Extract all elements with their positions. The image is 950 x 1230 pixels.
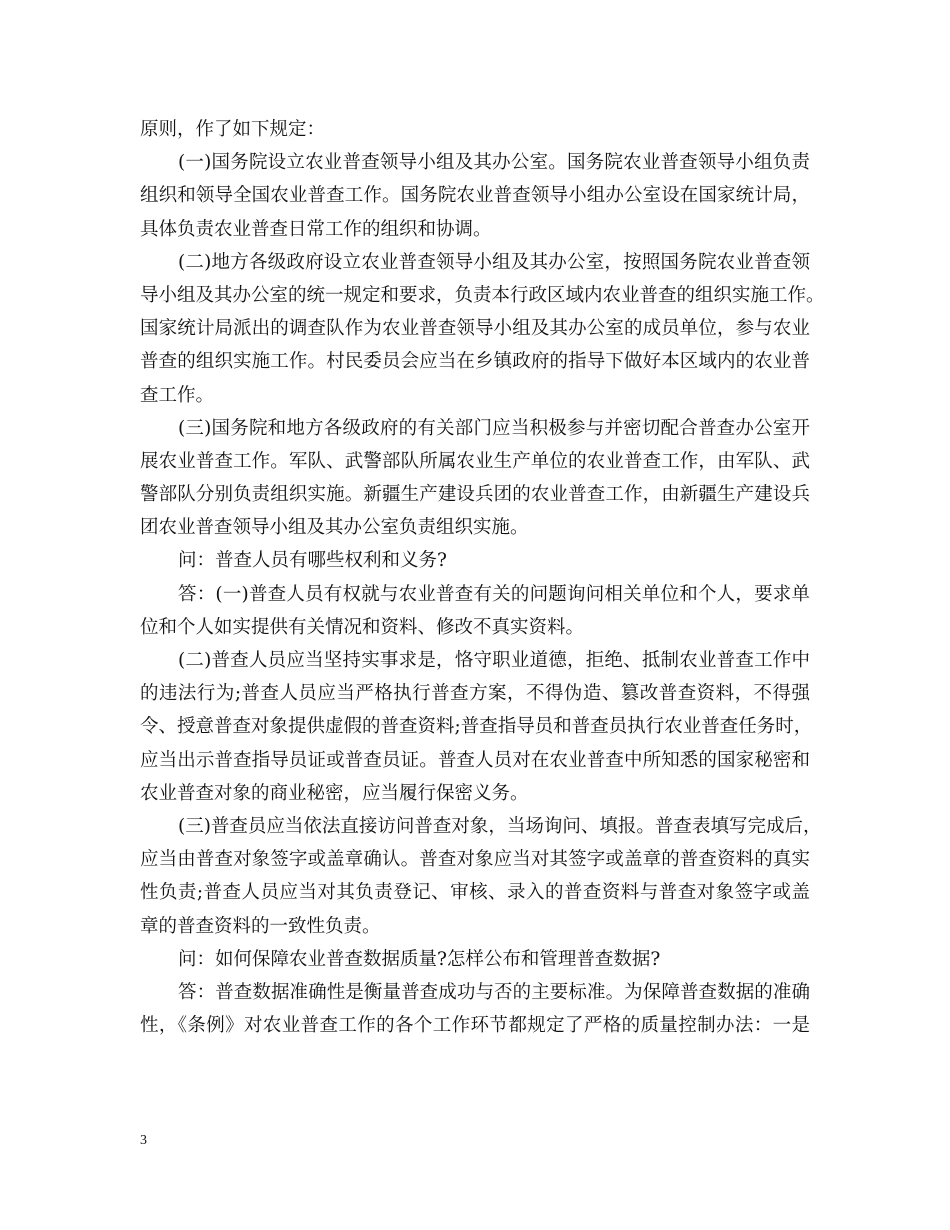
text-line: 团农业普查领导小组及其办公室负责组织实施。 bbox=[140, 517, 529, 539]
text-line: 原则，作了如下规定： bbox=[140, 119, 326, 140]
text-line: 问：如何保障农业普查数据质量?怎样公布和管理普查数据? bbox=[178, 948, 661, 970]
document-body bbox=[140, 113, 825, 1042]
text-line: 警部队分别负责组织实施。新疆生产建设兵团的农业普查工作，由新疆生产建设兵 bbox=[140, 484, 810, 506]
text-line: (一)国务院设立农业普查领导小组及其办公室。国务院农业普查领导小组负责 bbox=[178, 152, 810, 174]
text-line: 性，《条例》对农业普查工作的各个工作环节都规定了严格的质量控制办法：一是 bbox=[140, 1015, 810, 1037]
text-line: 问：普查人员有哪些权利和义务? bbox=[178, 550, 447, 572]
text-line: 应当出示普查指导员证或普查员证。普查人员对在农业普查中所知悉的国家秘密和 bbox=[140, 749, 810, 771]
text-line: 的违法行为;普查人员应当严格执行普查方案，不得伪造、篡改普查资料，不得强 bbox=[140, 683, 810, 705]
text-line: 组织和领导全国农业普查工作。国务院农业普查领导小组办公室设在国家统计局， bbox=[140, 185, 810, 207]
text-line: 位和个人如实提供有关情况和资料、修改不真实资料。 bbox=[140, 616, 585, 638]
text-line: 查工作。 bbox=[140, 384, 215, 406]
text-line: 性负责;普查人员应当对其负责登记、审核、录入的普查资料与普查对象签字或盖 bbox=[140, 882, 810, 904]
text-line: (二)地方各级政府设立农业普查领导小组及其办公室，按照国务院农业普查领 bbox=[178, 251, 810, 273]
text-line: 普查的组织实施工作。村民委员会应当在乡镇政府的指导下做好本区域内的农业普 bbox=[140, 351, 810, 373]
text-line: (三)国务院和地方各级政府的有关部门应当积极参与并密切配合普查办公室开 bbox=[178, 417, 810, 439]
text-line: 国家统计局派出的调查队作为农业普查领导小组及其办公室的成员单位，参与农业 bbox=[140, 318, 810, 340]
text-line: 应当由普查对象签字或盖章确认。普查对象应当对其签字或盖章的普查资料的真实 bbox=[140, 849, 810, 871]
text-line: 章的普查资料的一致性负责。 bbox=[140, 915, 381, 937]
text-line: (二)普查人员应当坚持实事求是，恪守职业道德，拒绝、抵制农业普查工作中 bbox=[178, 650, 810, 671]
text-line: 具体负责农业普查日常工作的组织和协调。 bbox=[140, 218, 492, 240]
text-line: 导小组及其办公室的统一规定和要求，负责本行政区域内农业普查的组织实施工作。 bbox=[140, 284, 825, 306]
text-line: (三)普查员应当依法直接访问普查对象，当场询问、填报。普查表填写完成后， bbox=[178, 815, 822, 837]
text-line: 令、授意普查对象提供虚假的普查资料;普查指导员和普查员执行农业普查任务时， bbox=[140, 716, 813, 738]
text-line: 展农业普查工作。军队、武警部队所属农业生产单位的农业普查工作，由军队、武 bbox=[140, 450, 810, 472]
text-line: 答：(一)普查人员有权就与农业普查有关的问题询问相关单位和个人，要求单 bbox=[178, 583, 810, 605]
page-number: 3 bbox=[140, 1133, 147, 1148]
text-line: 农业普查对象的商业秘密，应当履行保密义务。 bbox=[140, 782, 529, 804]
text-line: 答：普查数据准确性是衡量普查成功与否的主要标准。为保障普查数据的准确 bbox=[178, 981, 810, 1003]
